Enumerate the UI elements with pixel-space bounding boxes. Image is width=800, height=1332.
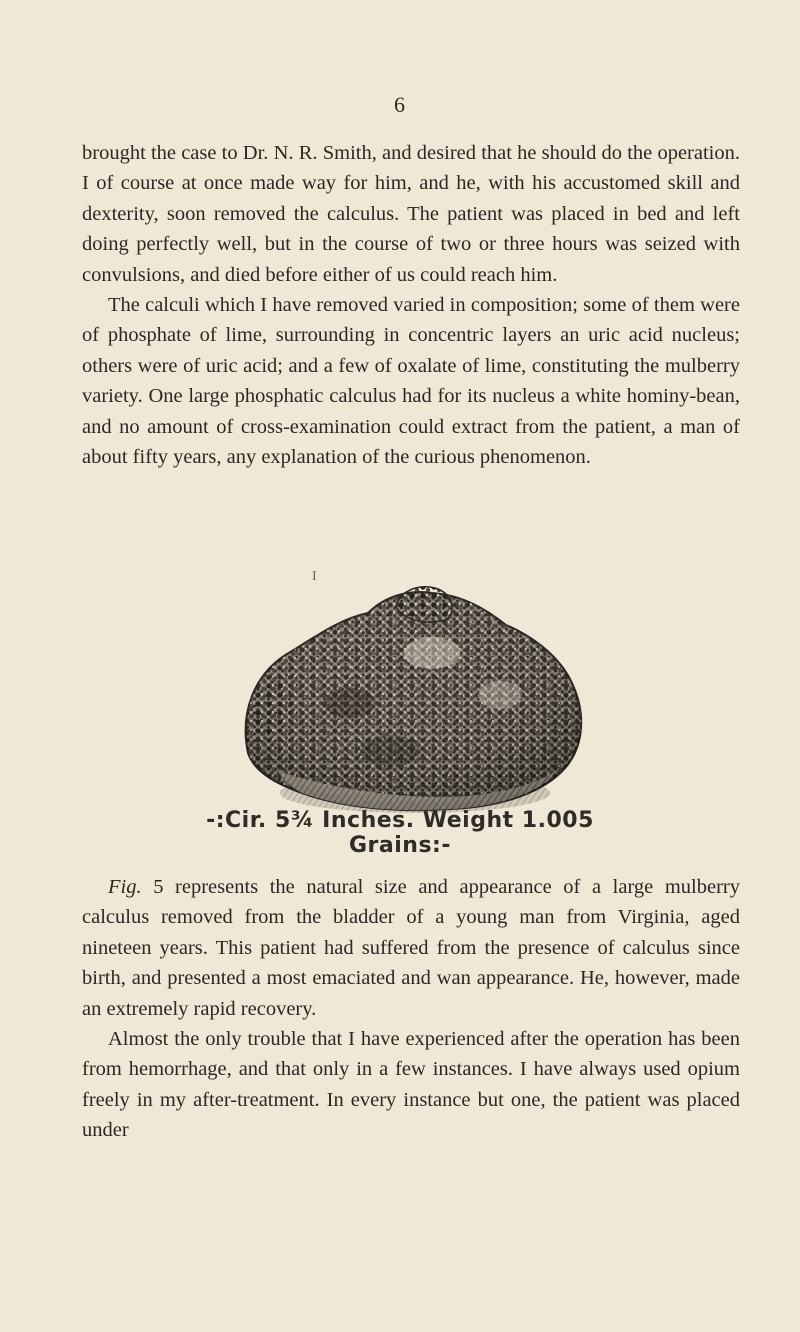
figure-reference-label: Fig. [108, 876, 142, 898]
figure-mark: I [312, 569, 317, 584]
text-block-bottom [82, 872, 740, 1146]
paragraph-case-continued: brought the case to Dr. N. R. Smith, and desired that he should do the operation. I of course at once made way for him, and he, with his accustomed skill and dexterity, soon removed the calculus. The patient was placed in bed and left doing perfectly well, but in the course of two or three hours was seized with convulsions, and died before either of us could reach him. [82, 142, 740, 286]
paragraph-hemorrhage: Almost the only trouble that I have experienced after the operation has been from hemorrhage, and that only in a few instances. I have always used opium freely in my after-treatment. In every instance but one, the patient was placed under [82, 1028, 740, 1142]
figure-caption: -:Cir. 5¾ Inches. Weight 1.005 Grains:- [206, 808, 594, 858]
paragraph-calculi-composition: The calculi which I have removed varied in composition; some of them were of phosphate of lime, surrounding in concentric layers an uric acid nucleus; others were of uric acid; and a few of oxalate of lime, constituting the mulberry variety. One large phosphatic calculus had for its nucleus a white hominy-bean, and no amount of cross-examination could extract from the patient, a man of about fifty years, any explanation of the curious phenomenon. [82, 294, 740, 469]
page-number: 6 [394, 92, 406, 117]
paragraph-fig5-text: 5 represents the natural size and appearance of a large mulberry calculus removed from the bladder of a young man from Virginia, aged nineteen years. This patient had suffered from the presence of calculus since birth, and presented a most emaciated and wan appearance. He, however, made an extremely rapid recovery. [82, 876, 740, 1020]
paragraph-fig5-description [82, 872, 740, 1024]
text-block-top [82, 138, 740, 472]
